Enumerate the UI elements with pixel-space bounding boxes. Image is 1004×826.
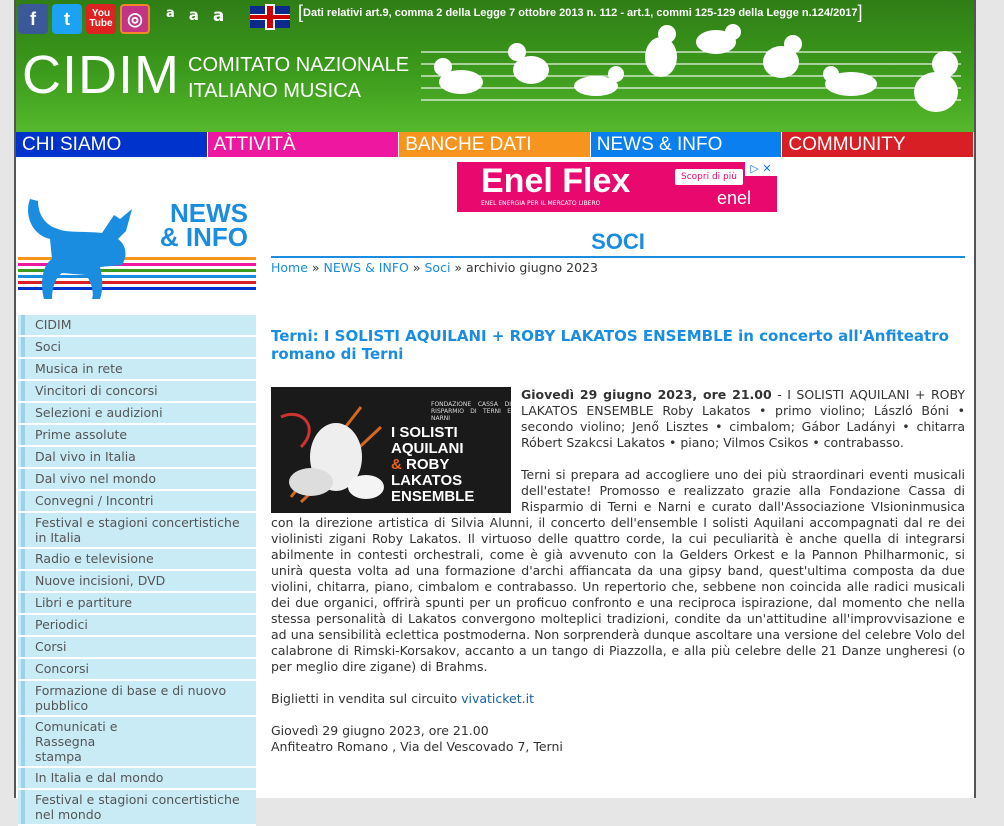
breadcrumb-separator: »: [454, 260, 463, 275]
article-paragraph: Terni si prepara ad accogliere uno dei più straordinari eventi musicali dell'estate! Promosso e realizzato grazie alla Fondazione Cassa di Risparmio di Terni e Narni e curato dall'Associazione VIsioninmusica con la direzione artistica di Silvia Alunni, il concerto dell'ensemble I solisti Aquilani accompagnati dal re dei violinisti zigani Roby Lakatos. Il virtuoso delle quattro corde, la cui peculiarità è anche quella di integrarsi abilmente in contesti orchestrali, come è già avvenuto con la Gelders Orkest e la Pannon Philharmonic, si unirà questa volta ad una formazione d'archi affiancata da una gipsy band, quest'ultima composta da due violini, chitarra, piano, cimbalom e contrabasso. Un repertorio che, sebbene non coincida alle radici musicali dei due organici, offrirà spunti per un proficuo confronto e una reciproca ispirazione, dal momento che nella stessa personalità di Lakatos convergono molteplici tradizioni, condite da un'attitudine all'improvvisazione e ad una sensibilità eclettica postmoderna. Non sorprenderà dunque ascoltare una versione del celebre Volo del calabrone di Rimski-Korsakov, accanto a un tango di Piazzolla, e alla più celebre delle 21 Danze ungheresi (o per meglio dire zigane) di Brahms.: [271, 467, 965, 674]
sidebar-item-convegni[interactable]: Convegni / Incontri: [18, 491, 256, 513]
font-size-large-button[interactable]: a: [212, 6, 225, 26]
poster-line-3: ROBY: [406, 456, 450, 473]
ad-brand-logo: enel: [717, 188, 752, 208]
adchoices-close-icon[interactable]: ▷ ✕: [745, 162, 777, 176]
breadcrumb-soci[interactable]: Soci: [424, 260, 451, 275]
site-logo[interactable]: CIDIM: [22, 45, 180, 105]
page: [14, 0, 976, 822]
sidebar-item-prime-assolute[interactable]: Prime assolute: [18, 425, 256, 447]
social-links: [18, 4, 150, 34]
sidebar-item-libri[interactable]: Libri e partiture: [18, 593, 256, 615]
lead-text: - I SOLISTI AQUILANI + ROBY LAKATOS ENSEMBLE Roby Lakatos • primo violino; László Bóni • secondo violino; Jenő Lisztes • cimbalom; Gábor Ladányi • chitarra Róbert Szakcsi Lakatos • piano; Vilmos Csikos • contrabasso.: [521, 387, 965, 450]
poster-ampersand: &: [391, 456, 402, 473]
lead-date: Giovedì 29 giugno 2023: [521, 387, 693, 402]
sidebar-item-dal-vivo-italia[interactable]: Dal vivo in Italia: [18, 447, 256, 469]
sidebar-item-dal-vivo-mondo[interactable]: Dal vivo nel mondo: [18, 469, 256, 491]
sidebar-item-musica-in-rete[interactable]: Musica in rete: [18, 359, 256, 381]
advertisement-banner[interactable]: [457, 162, 777, 212]
poster-line-1: I SOLISTI: [391, 424, 458, 441]
lead-time: , ore 21.00: [692, 387, 772, 402]
ad-cta-button[interactable]: Scopri di più: [675, 169, 743, 185]
sidebar-menu: [18, 315, 256, 826]
sidebar-item-periodici[interactable]: Periodici: [18, 615, 256, 637]
news-label-line-2: & INFO: [159, 222, 248, 252]
instagram-icon[interactable]: ◎: [120, 4, 150, 34]
uk-flag-icon[interactable]: [250, 6, 290, 28]
news-info-label: [148, 198, 248, 252]
breadcrumb-separator: »: [311, 260, 320, 275]
news-label-line-1: NEWS: [170, 198, 248, 228]
sidebar-item-formazione[interactable]: Formazione di base e di nuovo pubblico: [18, 681, 256, 717]
section-title: SOCI: [271, 228, 965, 258]
main-content: [271, 228, 965, 755]
sidebar-item-vincitori[interactable]: Vincitori di concorsi: [18, 381, 256, 403]
ad-small-text: ENEL ENERGIA PER IL MERCATO LIBERO: [481, 200, 601, 207]
sidebar-item-incisioni[interactable]: Nuove incisioni, DVD: [18, 571, 256, 593]
nav-news-info[interactable]: NEWS & INFO: [591, 132, 783, 157]
vivaticket-link[interactable]: vivaticket.it: [461, 691, 534, 706]
breadcrumb-current: archivio giugno 2023: [466, 260, 598, 275]
breadcrumb: [271, 260, 965, 275]
site-logo-subtitle: [188, 52, 409, 104]
nav-banche-dati[interactable]: BANCHE DATI: [399, 132, 591, 157]
tickets-text: Biglietti in vendita sul circuito: [271, 691, 462, 706]
breadcrumb-news-info[interactable]: NEWS & INFO: [323, 260, 409, 275]
font-size-controls: [166, 6, 224, 26]
article-body: [271, 387, 965, 755]
event-venue: Anfiteatro Romano , Via del Vescovado 7, Terni: [271, 739, 563, 754]
legal-bracket-close: ]: [857, 2, 863, 22]
sidebar-item-concorsi[interactable]: Concorsi: [18, 659, 256, 681]
nav-community[interactable]: COMMUNITY: [782, 132, 974, 157]
legal-notice-text: Dati relativi art.9, comma 2 della Legge 7 ottobre 2013 n. 112 - art.1, commi 125-129 della Legge n.124/2017: [303, 7, 858, 19]
sidebar-item-comunicati[interactable]: Comunicati e Rassegna stampa: [18, 717, 256, 768]
tickets-line: [271, 691, 965, 707]
twitter-icon[interactable]: t: [52, 4, 82, 34]
sidebar-item-radio-tv[interactable]: Radio e televisione: [18, 549, 256, 571]
poster-line-5: ENSEMBLE: [391, 488, 475, 505]
logo-subtitle-line-1: COMITATO NAZIONALE: [188, 54, 410, 76]
poster-text: [391, 425, 474, 505]
event-date: Giovedì 29 giugno 2023, ore 21.00: [271, 723, 489, 738]
sidebar-item-festival-mondo[interactable]: Festival e stagioni concertistiche nel mondo: [18, 790, 256, 826]
site-header: [16, 0, 974, 132]
font-size-small-button[interactable]: a: [166, 6, 175, 21]
sidebar-item-cidim[interactable]: CIDIM: [18, 315, 256, 337]
music-cats-illustration: [421, 12, 976, 120]
instruments-illustration: [271, 387, 401, 513]
foundation-logo-text: FONDAZIONE CASSA DI RISPARMIO DI TERNI E NARNI: [431, 401, 511, 422]
youtube-icon[interactable]: You Tube: [86, 4, 116, 34]
main-nav: [16, 132, 974, 157]
nav-attivita[interactable]: ATTIVITÀ: [208, 132, 400, 157]
sidebar-item-festival-italia[interactable]: Festival e stagioni concertistiche in Italia: [18, 513, 256, 549]
poster-line-4: LAKATOS: [391, 472, 463, 489]
article-title: Terni: I SOLISTI AQUILANI + ROBY LAKATOS ENSEMBLE in concerto all'Anfiteatro romano di Terni: [271, 327, 949, 363]
blue-cat-icon: [22, 195, 142, 299]
news-info-brand: [18, 195, 256, 299]
sidebar-item-italia-mondo[interactable]: In Italia e dal mondo: [18, 768, 256, 790]
facebook-icon[interactable]: f: [18, 4, 48, 34]
sidebar-item-corsi[interactable]: Corsi: [18, 637, 256, 659]
font-size-medium-button[interactable]: a: [188, 6, 199, 24]
nav-chi-siamo[interactable]: CHI SIAMO: [16, 132, 208, 157]
sidebar-item-selezioni[interactable]: Selezioni e audizioni: [18, 403, 256, 425]
legal-bracket-open: [: [298, 2, 304, 22]
ad-title: Enel Flex: [481, 162, 631, 200]
breadcrumb-home[interactable]: Home: [271, 260, 308, 275]
breadcrumb-separator: »: [412, 260, 421, 275]
article-image: [271, 387, 511, 513]
sidebar-item-soci[interactable]: Soci: [18, 337, 256, 359]
logo-subtitle-line-2: ITALIANO MUSICA: [188, 80, 361, 102]
poster-line-2: AQUILANI: [391, 440, 464, 457]
